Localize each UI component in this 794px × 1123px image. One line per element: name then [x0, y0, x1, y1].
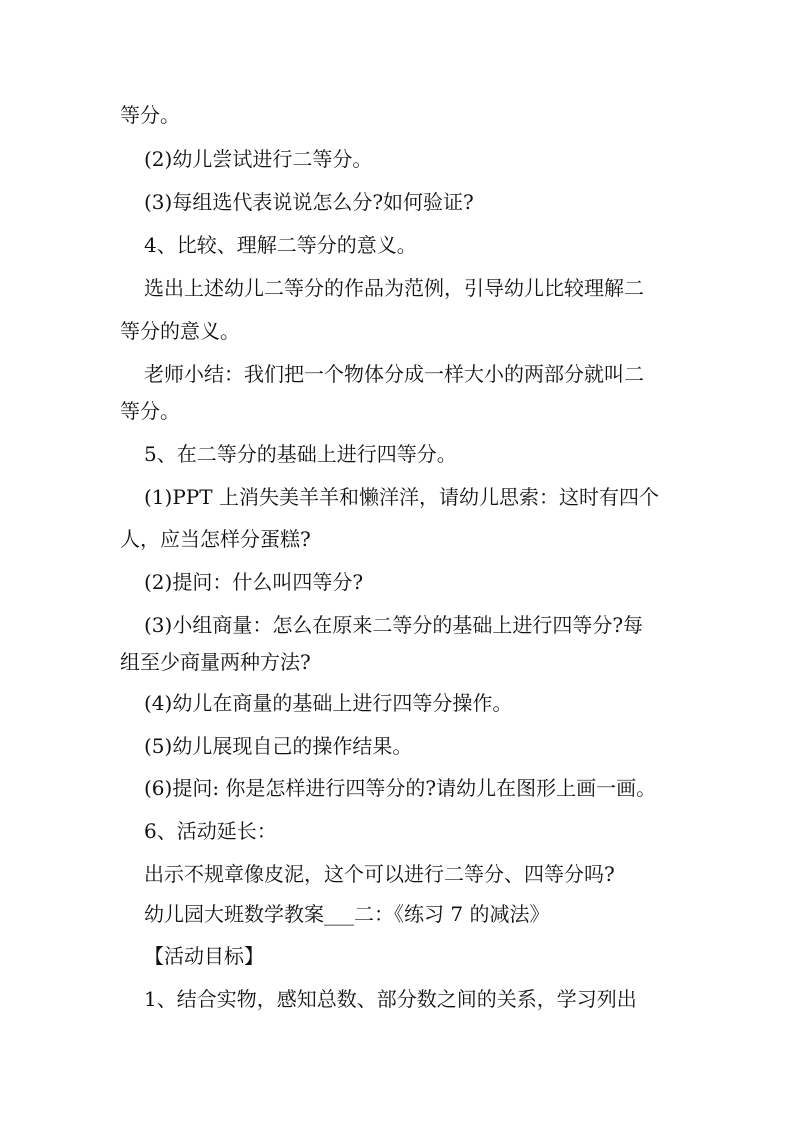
text-line: 1、结合实物，感知总数、部分数之间的关系，学习列出: [144, 987, 637, 1011]
section-heading: 5、在二等分的基础上进行四等分。: [144, 442, 457, 466]
text-line: (1)PPT 上消失美羊羊和懒洋洋，请幼儿思索：这时有四个: [144, 485, 659, 509]
section-heading: 6、活动延长：: [144, 819, 277, 843]
text-line: (4)幼儿在商量的基础上进行四等分操作。: [144, 691, 513, 715]
section-heading: 【活动目标】: [144, 944, 264, 968]
text-line: 等分。: [120, 399, 180, 423]
text-line: 选出上述幼儿二等分的作品为范例，引导幼儿比较理解二: [144, 276, 644, 300]
text-line: (3)小组商量：怎么在原来二等分的基础上进行四等分?每: [144, 613, 644, 637]
lesson-title: 幼儿园大班数学教案___二：《练习 7 的减法》: [144, 902, 550, 926]
text-line: (3)每组选代表说说怎么分?如何验证?: [144, 190, 474, 214]
text-line: 出示不规章像皮泥，这个可以进行二等分、四等分吗?: [144, 862, 615, 886]
text-line: (6)提问: 你是怎样进行四等分的?请幼儿在图形上画一画。: [144, 776, 657, 800]
text-line: 等分。: [120, 103, 180, 127]
text-line: (2)提问：什么叫四等分?: [144, 570, 364, 594]
text-line: 等分的意义。: [120, 319, 240, 343]
text-line: 老师小结：我们把一个物体分成一样大小的两部分就叫二: [144, 362, 644, 386]
text-line: (5)幼儿展现自己的操作结果。: [144, 734, 413, 758]
section-heading: 4、比较、理解二等分的意义。: [144, 233, 417, 257]
text-line: (2)幼儿尝试进行二等分。: [144, 147, 373, 171]
text-line: 组至少商量两种方法?: [120, 650, 311, 674]
text-line: 人，应当怎样分蛋糕?: [120, 527, 311, 551]
